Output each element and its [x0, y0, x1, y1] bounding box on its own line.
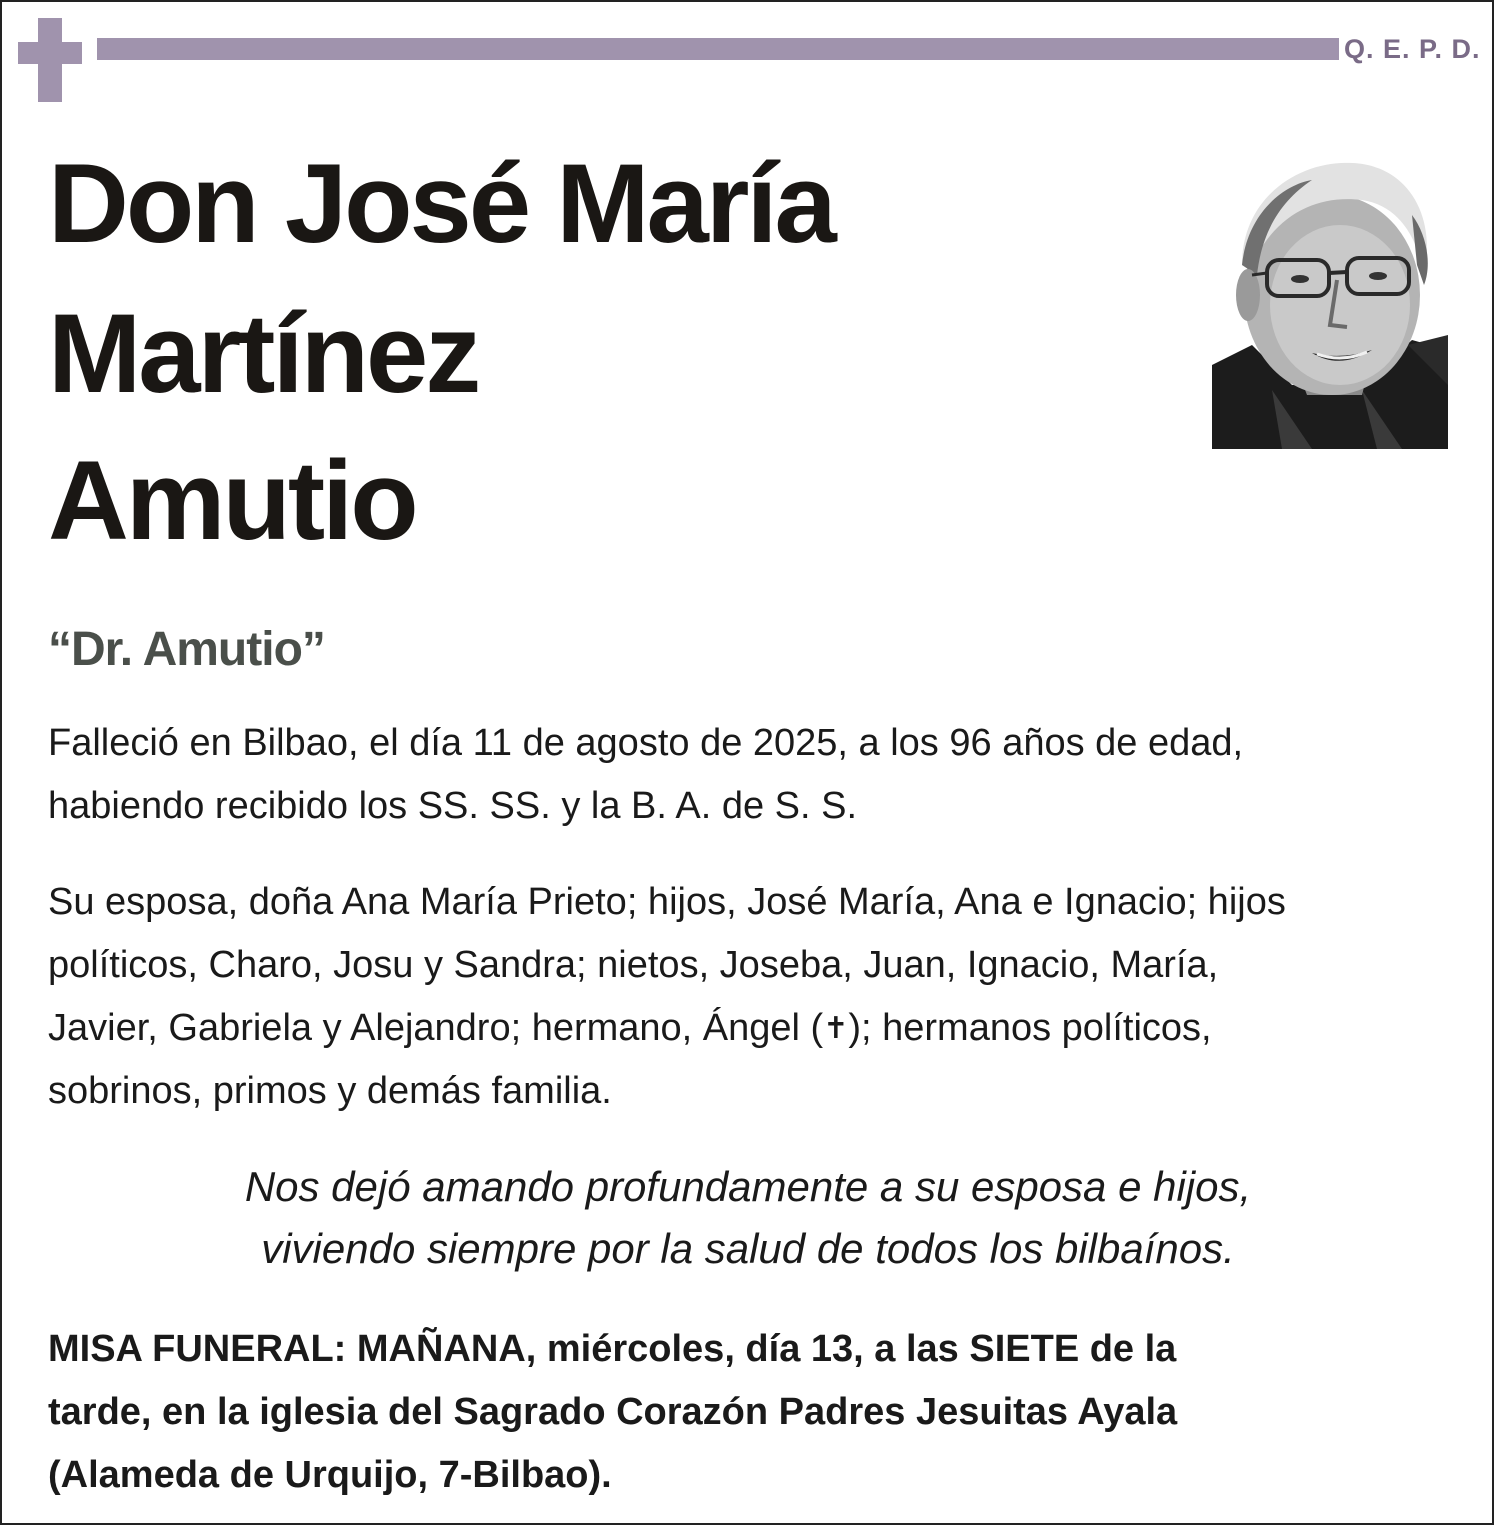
header-bar: [97, 38, 1339, 60]
family-line-2: políticos, Charo, Josu y Sandra; nietos, Joseba, Juan, Ignacio, María,: [48, 944, 1219, 986]
funeral-line-2: tarde, en la iglesia del Sagrado Corazón Padres Jesuitas Ayala: [48, 1391, 1178, 1433]
quote-line-2: viviendo siempre por la salud de todos los bilbaínos.: [261, 1225, 1235, 1272]
funeral-line-1: MISA FUNERAL: MAÑANA, miércoles, día 13, a las SIETE de la: [48, 1328, 1177, 1370]
quote-block: [48, 1156, 1448, 1280]
family-line-4: sobrinos, primos y demás familia.: [48, 1070, 612, 1112]
death-notice-line-1: Falleció en Bilbao, el día 11 de agosto de 2025, a los 96 años de edad,: [48, 722, 1244, 764]
family-line-1: Su esposa, doña Ana María Prieto; hijos, José María, Ana e Ignacio; hijos: [48, 881, 1286, 923]
name-line-1: Don José María: [48, 141, 834, 266]
name-line-2: Martínez: [48, 291, 479, 416]
portrait-photo: [1212, 155, 1448, 449]
cross-icon: [18, 18, 82, 102]
qepd-label: Q. E. P. D.: [1344, 34, 1481, 64]
name-line-3: Amutio: [48, 438, 416, 563]
nickname: “Dr. Amutio”: [48, 623, 325, 676]
family-line-3: [48, 997, 1458, 1060]
family-line-3b: ); hermanos políticos,: [848, 1007, 1212, 1049]
funeral-line-3: (Alameda de Urquijo, 7-Bilbao).: [48, 1454, 612, 1496]
quote-line-1: Nos dejó amando profundamente a su esposa e hijos,: [244, 1163, 1252, 1210]
funeral-paragraph: [48, 1318, 1468, 1507]
small-cross-icon: ✝: [823, 1012, 849, 1045]
family-line-3a: Javier, Gabriela y Alejandro; hermano, Ángel (: [48, 1007, 824, 1049]
family-paragraph: [48, 871, 1458, 1123]
death-notice-paragraph: [48, 712, 1458, 838]
death-notice-line-2: habiendo recibido los SS. SS. y la B. A. de S. S.: [48, 785, 858, 827]
